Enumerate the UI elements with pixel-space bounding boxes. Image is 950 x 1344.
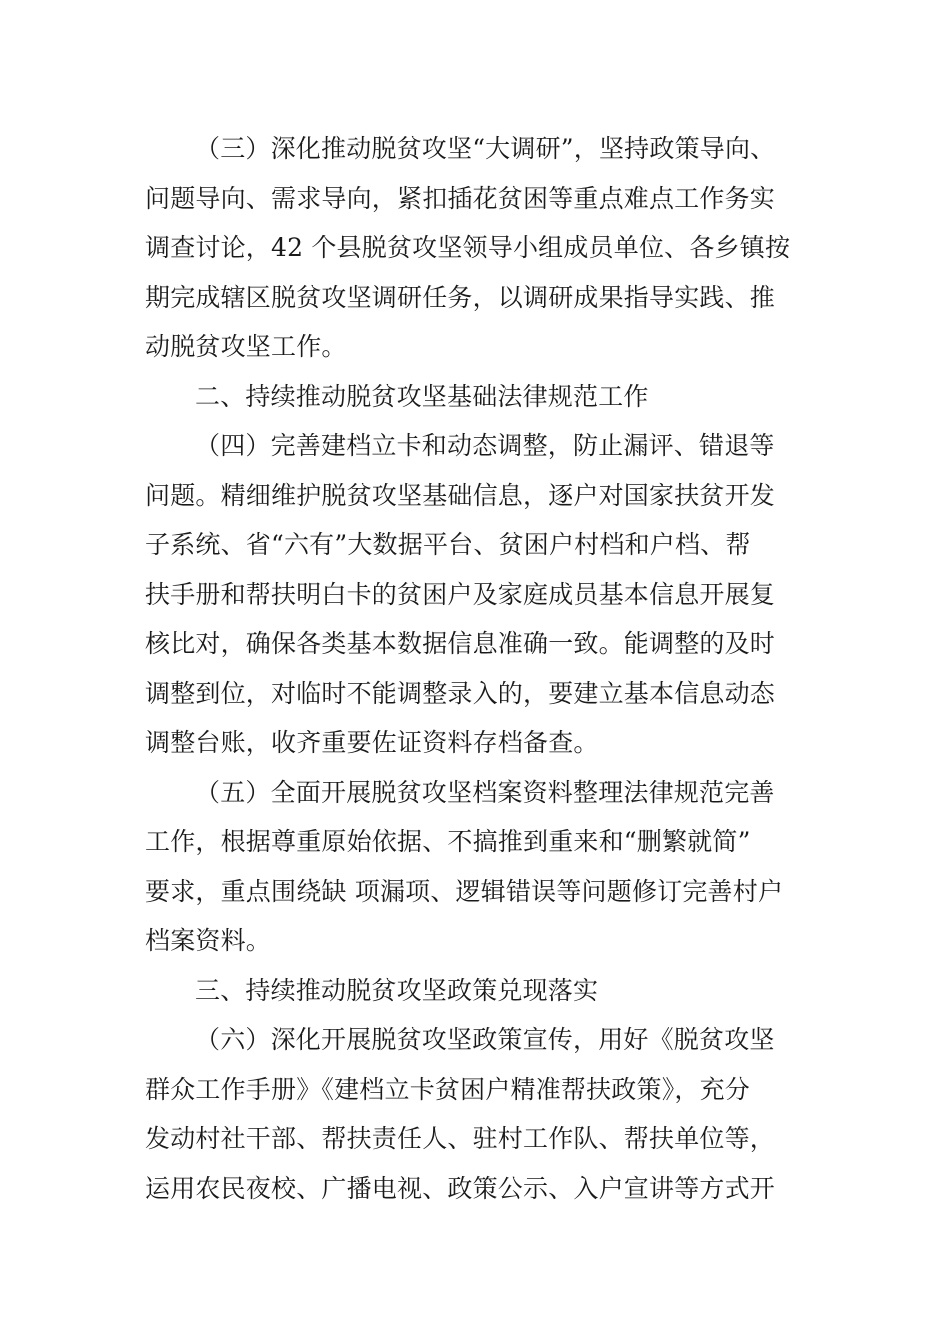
text-line: （六）深化开展脱贫攻坚政策宣传，用好《脱贫攻坚 <box>195 1025 775 1054</box>
text-line: （五）全面开展脱贫攻坚档案资料整理法律规范完善 <box>195 777 775 807</box>
text-line: 期完成辖区脱贫攻坚调研任务，以调研成果指导实践、推 <box>145 282 776 312</box>
text-line: 问题。精细维护脱贫攻坚基础信息，逐户对国家扶贫开发 <box>145 480 776 510</box>
section-heading: 二、持续推动脱贫攻坚基础法律规范工作 <box>195 381 649 411</box>
text-line: 要求，重点围绕缺 项漏项、逻辑错误等问题修订完善村户 <box>145 876 784 906</box>
text-line: 群众工作手册》《建档立卡贫困户精准帮扶政策》，充分 <box>145 1074 751 1104</box>
text-line: 发动村社干部、帮扶责任人、驻村工作队、帮扶单位等， <box>145 1124 776 1153</box>
text-line: （三）深化推动脱贫攻坚“大调研”，坚持政策导向、 <box>195 134 776 163</box>
text-line: 调整台账，收齐重要佐证资料存档备查。 <box>145 728 599 757</box>
text-line: 调查讨论，42 个县脱贫攻坚领导小组成员单位、各乡镇按 <box>145 233 791 262</box>
text-line: 核比对，确保各类基本数据信息准确一致。能调整的及时 <box>145 629 776 658</box>
text-line: 工作，根据尊重原始依据、不搞推到重来和“删繁就简” <box>145 827 751 856</box>
document-body <box>145 124 810 1213</box>
section-heading: 三、持续推动脱贫攻坚政策兑现落实 <box>195 975 599 1005</box>
text-line: 调整到位，对临时不能调整录入的，要建立基本信息动态 <box>145 678 776 708</box>
text-line: 档案资料。 <box>145 926 272 955</box>
text-line: 问题导向、需求导向，紧扣插花贫困等重点难点工作务实 <box>145 183 776 213</box>
text-line: 扶手册和帮扶明白卡的贫困户及家庭成员基本信息开展复 <box>145 579 776 609</box>
text-line: 子系统、省“六有”大数据平台、贫困户村档和户档、帮 <box>145 530 751 559</box>
text-line: 运用农民夜校、广播电视、政策公示、入户宣讲等方式开 <box>145 1173 776 1203</box>
text-line: 动脱贫攻坚工作。 <box>145 332 347 361</box>
text-line: （四）完善建档立卡和动态调整，防止漏评、错退等 <box>195 431 775 460</box>
